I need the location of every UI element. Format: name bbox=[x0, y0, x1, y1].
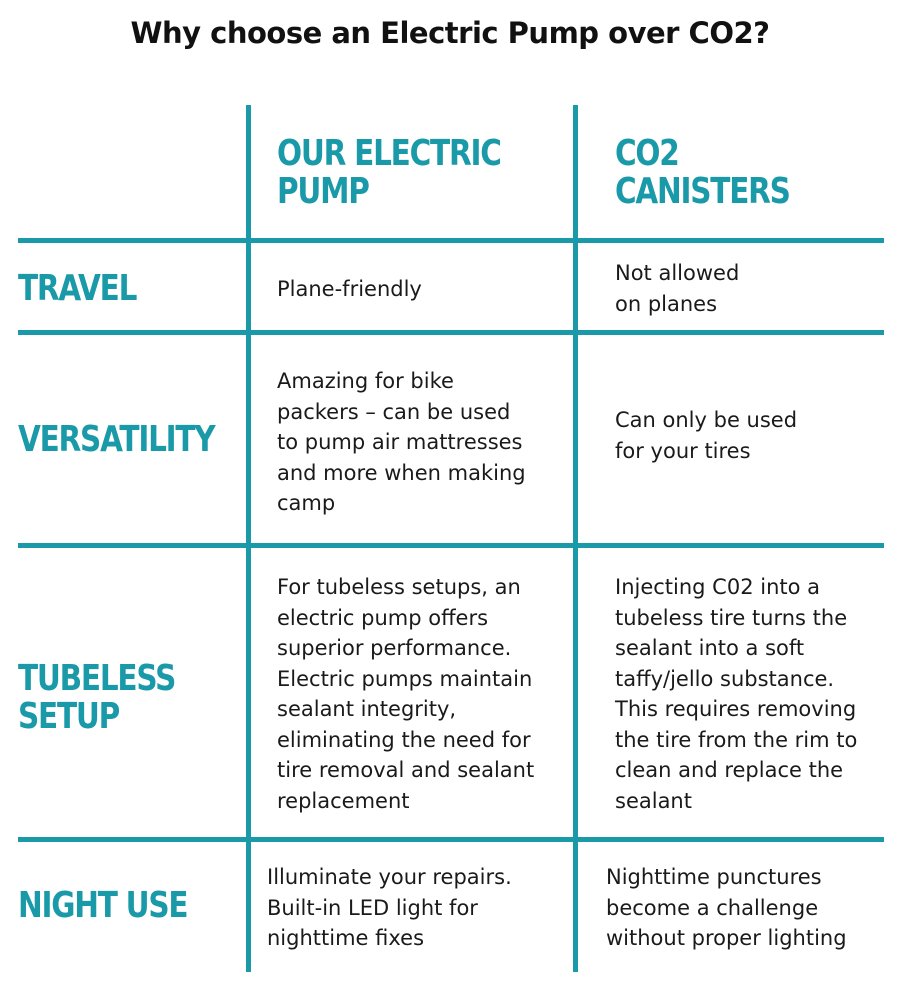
column-header-co2-canisters: CO2 CANISTERS bbox=[615, 133, 790, 212]
row-divider-versatility bbox=[18, 543, 884, 548]
cell-night-electric: Illuminate your repairs. Built-in LED light for nighttime fixes bbox=[267, 865, 512, 950]
row-divider-header bbox=[18, 238, 884, 243]
cell-versatility-co2: Can only be used for your tires bbox=[615, 408, 798, 463]
row-label-tubeless-setup: TUBELESS SETUP bbox=[18, 658, 176, 737]
cell-night-co2: Nighttime punctures become a challenge without proper lighting bbox=[606, 865, 847, 950]
cell-travel-co2: Not allowed on planes bbox=[615, 261, 740, 316]
row-label-travel: TRAVEL bbox=[18, 268, 137, 309]
cell-travel-electric: Plane-friendly bbox=[277, 277, 422, 301]
row-divider-tubeless bbox=[18, 837, 884, 842]
row-label-night-use: NIGHT USE bbox=[18, 885, 188, 926]
cell-versatility-electric: Amazing for bike packers – can be used to pump air mattresses and more when making camp bbox=[277, 369, 526, 515]
column-header-electric-pump: OUR ELECTRIC PUMP bbox=[277, 133, 501, 212]
row-divider-travel bbox=[18, 330, 884, 335]
cell-tubeless-electric: For tubeless setups, an electric pump offers superior performance. Electric pumps maintain sealant integrity, eliminating the need for tire removal and sealant replacement bbox=[277, 575, 535, 813]
row-label-versatility: VERSATILITY bbox=[18, 419, 215, 460]
page-title: Why choose an Electric Pump over CO2? bbox=[130, 16, 770, 50]
cell-tubeless-co2: Injecting C02 into a tubeless tire turns the sealant into a soft taffy/jello substance. This requires removing the tire from the rim to clean and replace the sealant bbox=[615, 575, 858, 813]
